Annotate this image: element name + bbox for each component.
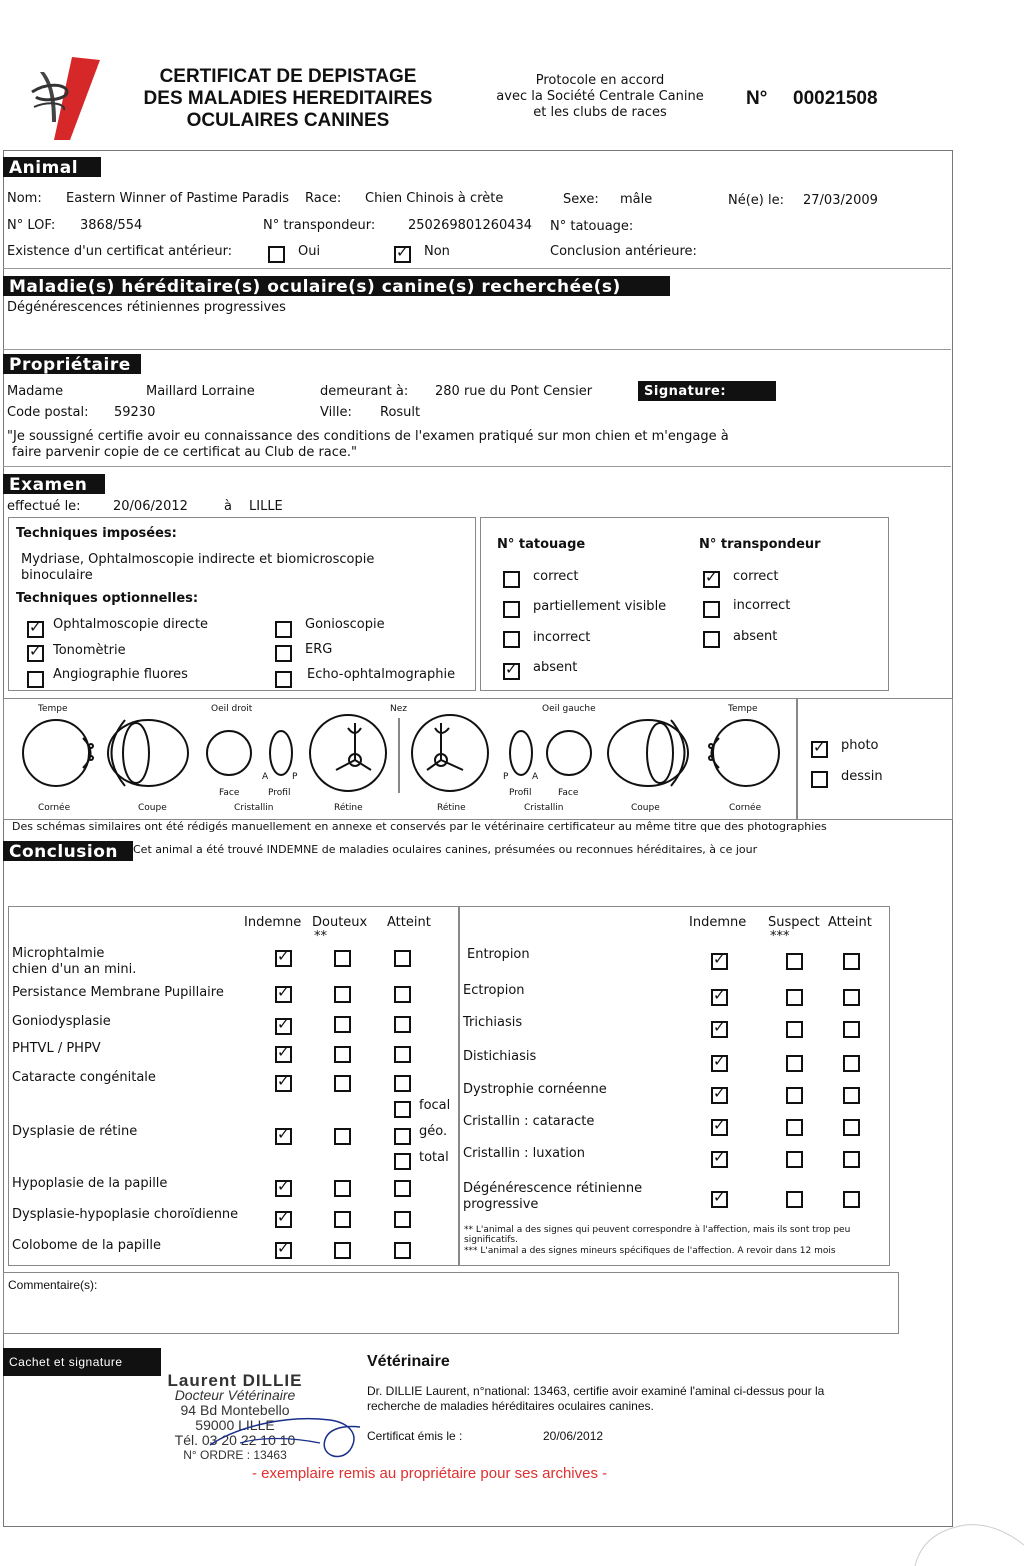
right-suspect-checkbox[interactable] xyxy=(786,1055,803,1072)
certificate-number: 00021508 xyxy=(793,88,878,109)
left-row-label: Colobome de la papille xyxy=(12,1238,161,1253)
commentaires-label: Commentaire(s): xyxy=(8,1278,98,1292)
vet-title: Vétérinaire xyxy=(367,1353,450,1370)
right-row-label: Dégénérescence rétinienne xyxy=(463,1181,643,1196)
left-douteux-checkbox[interactable] xyxy=(334,1075,351,1092)
handwritten-signature xyxy=(200,1395,380,1470)
tat-absent-checkbox[interactable] xyxy=(503,663,520,680)
sexe-value: mâle xyxy=(620,192,653,207)
tr-absent-label: absent xyxy=(733,629,778,644)
right-suspect-checkbox[interactable] xyxy=(786,1119,803,1136)
section-examen: Examen xyxy=(3,474,105,494)
tat-correct-label: correct xyxy=(533,569,579,584)
gonio-checkbox[interactable] xyxy=(275,621,292,638)
ville-value: Rosult xyxy=(380,405,421,420)
commentaires-box xyxy=(3,1272,899,1334)
left-douteux-note: ** xyxy=(314,929,327,944)
right-indemne-checkbox[interactable] xyxy=(711,1151,728,1168)
left-douteux-checkbox[interactable] xyxy=(334,1046,351,1063)
dessin-label: dessin xyxy=(841,769,883,784)
right-indemne-header: Indemne xyxy=(689,915,747,930)
left-indemne-checkbox[interactable] xyxy=(275,1242,292,1259)
echo-label: Echo-ophtalmographie xyxy=(307,667,456,682)
race-label: Race: xyxy=(305,191,342,206)
photo-dessin-box xyxy=(796,698,953,820)
left-douteux-checkbox[interactable] xyxy=(334,1211,351,1228)
tr-correct-label: correct xyxy=(733,569,779,584)
echo-checkbox[interactable] xyxy=(275,671,292,688)
nom-value: Eastern Winner of Pastime Paradis xyxy=(66,191,289,206)
tat-absent-label: absent xyxy=(533,660,578,675)
tat-incorrect-label: incorrect xyxy=(533,630,591,645)
race-value: Chien Chinois à crète xyxy=(365,191,504,206)
exam-a-label: à xyxy=(224,499,232,514)
vet-text-line1: Dr. DILLIE Laurent, n°national: 13463, certifie avoir examiné l'aminal ci-dessus pour la xyxy=(367,1384,825,1398)
left-atteint-checkbox[interactable] xyxy=(394,950,411,967)
right-row-label: Cristallin : luxation xyxy=(463,1146,586,1161)
transpondeur-label: N° transpondeur: xyxy=(263,218,376,233)
tr-absent-checkbox[interactable] xyxy=(703,631,720,648)
emis-date: 20/06/2012 xyxy=(543,1429,604,1443)
left-douteux-checkbox[interactable] xyxy=(334,1128,351,1145)
nez-label: Nez xyxy=(390,704,407,714)
left-douteux-checkbox[interactable] xyxy=(334,1242,351,1259)
right-indemne-checkbox[interactable] xyxy=(711,1191,728,1208)
left-douteux-checkbox[interactable] xyxy=(334,986,351,1003)
left-indemne-checkbox[interactable] xyxy=(275,1046,292,1063)
right-indemne-checkbox[interactable] xyxy=(711,989,728,1006)
eye-diagram xyxy=(3,698,796,818)
retine-right-label: Rétine xyxy=(437,803,466,813)
section-conclusion: Conclusion xyxy=(3,841,133,861)
left-indemne-header: Indemne xyxy=(244,915,302,930)
total-checkbox[interactable] xyxy=(394,1153,411,1170)
non-checkbox[interactable] xyxy=(394,246,411,263)
left-indemne-checkbox[interactable] xyxy=(275,950,292,967)
cornee-left-label: Cornée xyxy=(38,803,71,813)
footnote-douteux-1: ** L'animal a des signes qui peuvent correspondre à l'affection, mais ils sont trop peu xyxy=(464,1225,851,1235)
left-indemne-checkbox[interactable] xyxy=(275,986,292,1003)
angio-label: Angiographie fluores xyxy=(53,667,188,682)
demeurant-label: demeurant à: xyxy=(320,384,409,399)
footnote-douteux-2: significatifs. xyxy=(464,1235,518,1245)
a-label-right: A xyxy=(532,772,539,782)
geo-checkbox[interactable] xyxy=(394,1128,411,1145)
divider xyxy=(3,349,951,350)
gonio-label: Gonioscopie xyxy=(305,617,385,632)
left-row-label: Cataracte congénitale xyxy=(12,1070,156,1085)
cp-label: Code postal: xyxy=(7,405,89,420)
right-indemne-checkbox[interactable] xyxy=(711,1087,728,1104)
left-indemne-checkbox[interactable] xyxy=(275,1075,292,1092)
face-right-label: Face xyxy=(558,788,579,798)
retine-left-label: Rétine xyxy=(334,803,363,813)
effectue-label: effectué le: xyxy=(7,499,81,514)
right-indemne-checkbox[interactable] xyxy=(711,1119,728,1136)
left-indemne-checkbox[interactable] xyxy=(275,1180,292,1197)
ne-label: Né(e) le: xyxy=(728,193,784,208)
right-row-label: Ectropion xyxy=(463,983,525,998)
right-row-label: Cristallin : cataracte xyxy=(463,1114,595,1129)
profil-left-label: Profil xyxy=(268,788,291,798)
footnote-suspect: *** L'animal a des signes mineurs spécifiques de l'affection. A revoir dans 12 mois xyxy=(464,1246,836,1256)
tat-incorrect-checkbox[interactable] xyxy=(503,631,520,648)
emis-label: Certificat émis le : xyxy=(367,1429,463,1443)
right-suspect-checkbox[interactable] xyxy=(786,989,803,1006)
section-proprietaire: Propriétaire xyxy=(3,354,141,374)
left-row-label: Microphtalmie xyxy=(12,946,105,961)
right-suspect-checkbox[interactable] xyxy=(786,1191,803,1208)
focal-checkbox[interactable] xyxy=(394,1101,411,1118)
cert-anterieur-label: Existence d'un certificat antérieur: xyxy=(7,244,233,259)
left-atteint-checkbox[interactable] xyxy=(394,1211,411,1228)
right-suspect-checkbox[interactable] xyxy=(786,1151,803,1168)
left-atteint-checkbox[interactable] xyxy=(394,1075,411,1092)
oui-checkbox[interactable] xyxy=(268,246,285,263)
right-atteint-checkbox[interactable] xyxy=(843,1087,860,1104)
transp-title: N° transpondeur xyxy=(699,537,821,552)
left-indemne-checkbox[interactable] xyxy=(275,1211,292,1228)
right-atteint-checkbox[interactable] xyxy=(843,953,860,970)
declaration-line1: "Je soussigné certifie avoir eu connaissance des conditions de l'examen pratiqué sur mon chien et m'engage à xyxy=(7,429,729,444)
cornee-right-label: Cornée xyxy=(729,803,762,813)
tr-incorrect-label: incorrect xyxy=(733,598,791,613)
section-animal: Animal xyxy=(3,157,101,177)
cristallin-left-label: Cristallin xyxy=(234,803,274,813)
left-row-label: PHTVL / PHPV xyxy=(12,1041,101,1056)
proprietaire-nom: Maillard Lorraine xyxy=(146,384,255,399)
left-atteint-checkbox[interactable] xyxy=(394,1016,411,1033)
right-atteint-checkbox[interactable] xyxy=(843,1119,860,1136)
right-atteint-checkbox[interactable] xyxy=(843,989,860,1006)
left-atteint-checkbox[interactable] xyxy=(394,1046,411,1063)
ville-label: Ville: xyxy=(320,405,352,420)
cp-value: 59230 xyxy=(114,405,156,420)
geo-label: géo. xyxy=(419,1124,448,1139)
left-atteint-header: Atteint xyxy=(387,915,431,930)
tempe-right-label: Tempe xyxy=(728,704,758,714)
p-label-right: P xyxy=(503,772,509,782)
tat-correct-checkbox[interactable] xyxy=(503,571,520,588)
left-douteux-header: Douteux xyxy=(312,915,368,930)
exam-lieu: LILLE xyxy=(249,499,283,514)
focal-label: focal xyxy=(419,1098,451,1113)
right-atteint-checkbox[interactable] xyxy=(843,1055,860,1072)
right-row-label: Entropion xyxy=(467,947,530,962)
tr-incorrect-checkbox[interactable] xyxy=(703,601,720,618)
lof-value: 3868/554 xyxy=(80,218,143,233)
ophtalmo-label: Ophtalmoscopie directe xyxy=(53,617,209,632)
conclusion-text: Cet animal a été trouvé INDEMNE de maladies oculaires canines, présumées ou reconnues héréditaires, à ce jour xyxy=(133,843,758,856)
imposees-line1: Mydriase, Ophtalmoscopie indirecte et biomicroscopie xyxy=(21,552,375,567)
right-suspect-checkbox[interactable] xyxy=(786,1021,803,1038)
right-row-label2: progressive xyxy=(463,1197,539,1212)
erg-checkbox[interactable] xyxy=(275,645,292,662)
photo-checkbox[interactable] xyxy=(811,741,828,758)
exam-date: 20/06/2012 xyxy=(113,499,188,514)
optionnelles-title: Techniques optionnelles: xyxy=(16,591,199,606)
left-atteint-checkbox[interactable] xyxy=(394,1242,411,1259)
left-atteint-checkbox[interactable] xyxy=(394,1180,411,1197)
left-indemne-checkbox[interactable] xyxy=(275,1018,292,1035)
right-suspect-checkbox[interactable] xyxy=(786,953,803,970)
oeil-gauche-label: Oeil gauche xyxy=(542,704,596,714)
right-row-label: Dystrophie cornéenne xyxy=(463,1082,607,1097)
tat-partiel-checkbox[interactable] xyxy=(503,601,520,618)
ne-value: 27/03/2009 xyxy=(803,193,878,208)
right-suspect-note: *** xyxy=(770,929,790,944)
right-indemne-checkbox[interactable] xyxy=(711,953,728,970)
tr-correct-checkbox[interactable] xyxy=(703,571,720,588)
right-indemne-checkbox[interactable] xyxy=(711,1055,728,1072)
page-corner xyxy=(905,1505,1024,1566)
right-atteint-checkbox[interactable] xyxy=(843,1191,860,1208)
tatouage-label: N° tatouage: xyxy=(550,219,634,234)
coupe-right-label: Coupe xyxy=(631,803,660,813)
nom-label: Nom: xyxy=(7,191,42,206)
right-atteint-checkbox[interactable] xyxy=(843,1021,860,1038)
certificate-title: CERTIFICAT DE DEPISTAGE DES MALADIES HEREDITAIRES OCULAIRES CANINES xyxy=(143,66,433,131)
left-row-label: Persistance Membrane Pupillaire xyxy=(12,985,224,1000)
left-row-label2: chien d'un an mini. xyxy=(12,962,137,977)
p-label-left: P xyxy=(292,772,298,782)
right-indemne-checkbox[interactable] xyxy=(711,1021,728,1038)
oui-label: Oui xyxy=(298,244,321,259)
oeil-droit-label: Oeil droit xyxy=(211,704,253,714)
total-label: total xyxy=(419,1150,449,1165)
left-douteux-checkbox[interactable] xyxy=(334,1180,351,1197)
right-row-label: Trichiasis xyxy=(463,1015,523,1030)
divider xyxy=(3,268,951,269)
signature-label: Signature: xyxy=(638,381,776,401)
profil-right-label: Profil xyxy=(509,788,532,798)
left-douteux-checkbox[interactable] xyxy=(334,950,351,967)
cristallin-right-label: Cristallin xyxy=(524,803,564,813)
transpondeur-value: 250269801260434 xyxy=(408,218,533,233)
angio-checkbox[interactable] xyxy=(27,671,44,688)
right-atteint-header: Atteint xyxy=(828,915,872,930)
tempe-left-label: Tempe xyxy=(38,704,68,714)
imposees-title: Techniques imposées: xyxy=(16,526,177,541)
cachet-label: Cachet et signature xyxy=(3,1348,161,1376)
right-atteint-checkbox[interactable] xyxy=(843,1151,860,1168)
protocol-text: Protocole en accord avec la Société Centrale Canine et les clubs de races xyxy=(496,73,704,120)
right-suspect-checkbox[interactable] xyxy=(786,1087,803,1104)
tonometrie-checkbox[interactable] xyxy=(27,645,44,662)
section-maladies: Maladie(s) héréditaire(s) oculaire(s) canine(s) recherchée(s) xyxy=(3,276,670,296)
left-row-label: Goniodysplasie xyxy=(12,1014,111,1029)
vet-text-line2: recherche de maladies héréditaires oculaires canines. xyxy=(367,1399,654,1413)
lof-label: N° LOF: xyxy=(7,218,56,233)
left-row-label: Hypoplasie de la papille xyxy=(12,1176,168,1191)
veterinary-stamp: Laurent DILLIE Docteur Vétérinaire 94 Bd Montebello 59000 LILLE Tél. 03 20 22 10 10 N° ORDRE : 13463 xyxy=(167,1371,303,1462)
left-atteint-checkbox[interactable] xyxy=(394,986,411,1003)
imposees-line2: binoculaire xyxy=(21,568,93,583)
civilite: Madame xyxy=(7,384,64,399)
right-suspect-header: Suspect xyxy=(768,915,820,930)
tonometrie-label: Tonomètrie xyxy=(53,643,126,658)
maladie-recherchee: Dégénérescences rétiniennes progressives xyxy=(7,300,286,315)
left-indemne-checkbox[interactable] xyxy=(275,1128,292,1145)
erg-label: ERG xyxy=(305,642,333,657)
photo-label: photo xyxy=(841,738,879,753)
ophtalmo-checkbox[interactable] xyxy=(27,621,44,638)
conclusion-anterieure-label: Conclusion antérieure: xyxy=(550,244,697,259)
tat-partiel-label: partiellement visible xyxy=(533,599,667,614)
sexe-label: Sexe: xyxy=(563,192,599,207)
declaration-line2: faire parvenir copie de ce certificat au Club de race." xyxy=(12,445,358,460)
adresse: 280 rue du Pont Censier xyxy=(435,384,593,399)
divider xyxy=(3,466,951,467)
face-left-label: Face xyxy=(219,788,240,798)
diagram-note: Des schémas similaires ont été rédigés manuellement en annexe et conservés par le vétérinaire certificateur au même titre que des photographies xyxy=(12,820,827,833)
exemplaire-note: - exemplaire remis au propriétaire pour ses archives - xyxy=(252,1465,608,1482)
a-label-left: A xyxy=(262,772,269,782)
coupe-left-label: Coupe xyxy=(138,803,167,813)
right-row-label: Distichiasis xyxy=(463,1049,537,1064)
logo xyxy=(22,52,102,142)
left-row-label: Dysplasie-hypoplasie choroïdienne xyxy=(12,1207,239,1222)
certificate-number-label: N° xyxy=(746,88,768,109)
left-row-label: Dysplasie de rétine xyxy=(12,1124,138,1139)
non-label: Non xyxy=(424,244,450,259)
dessin-checkbox[interactable] xyxy=(811,771,828,788)
tatouage-title: N° tatouage xyxy=(497,537,586,552)
left-douteux-checkbox[interactable] xyxy=(334,1016,351,1033)
